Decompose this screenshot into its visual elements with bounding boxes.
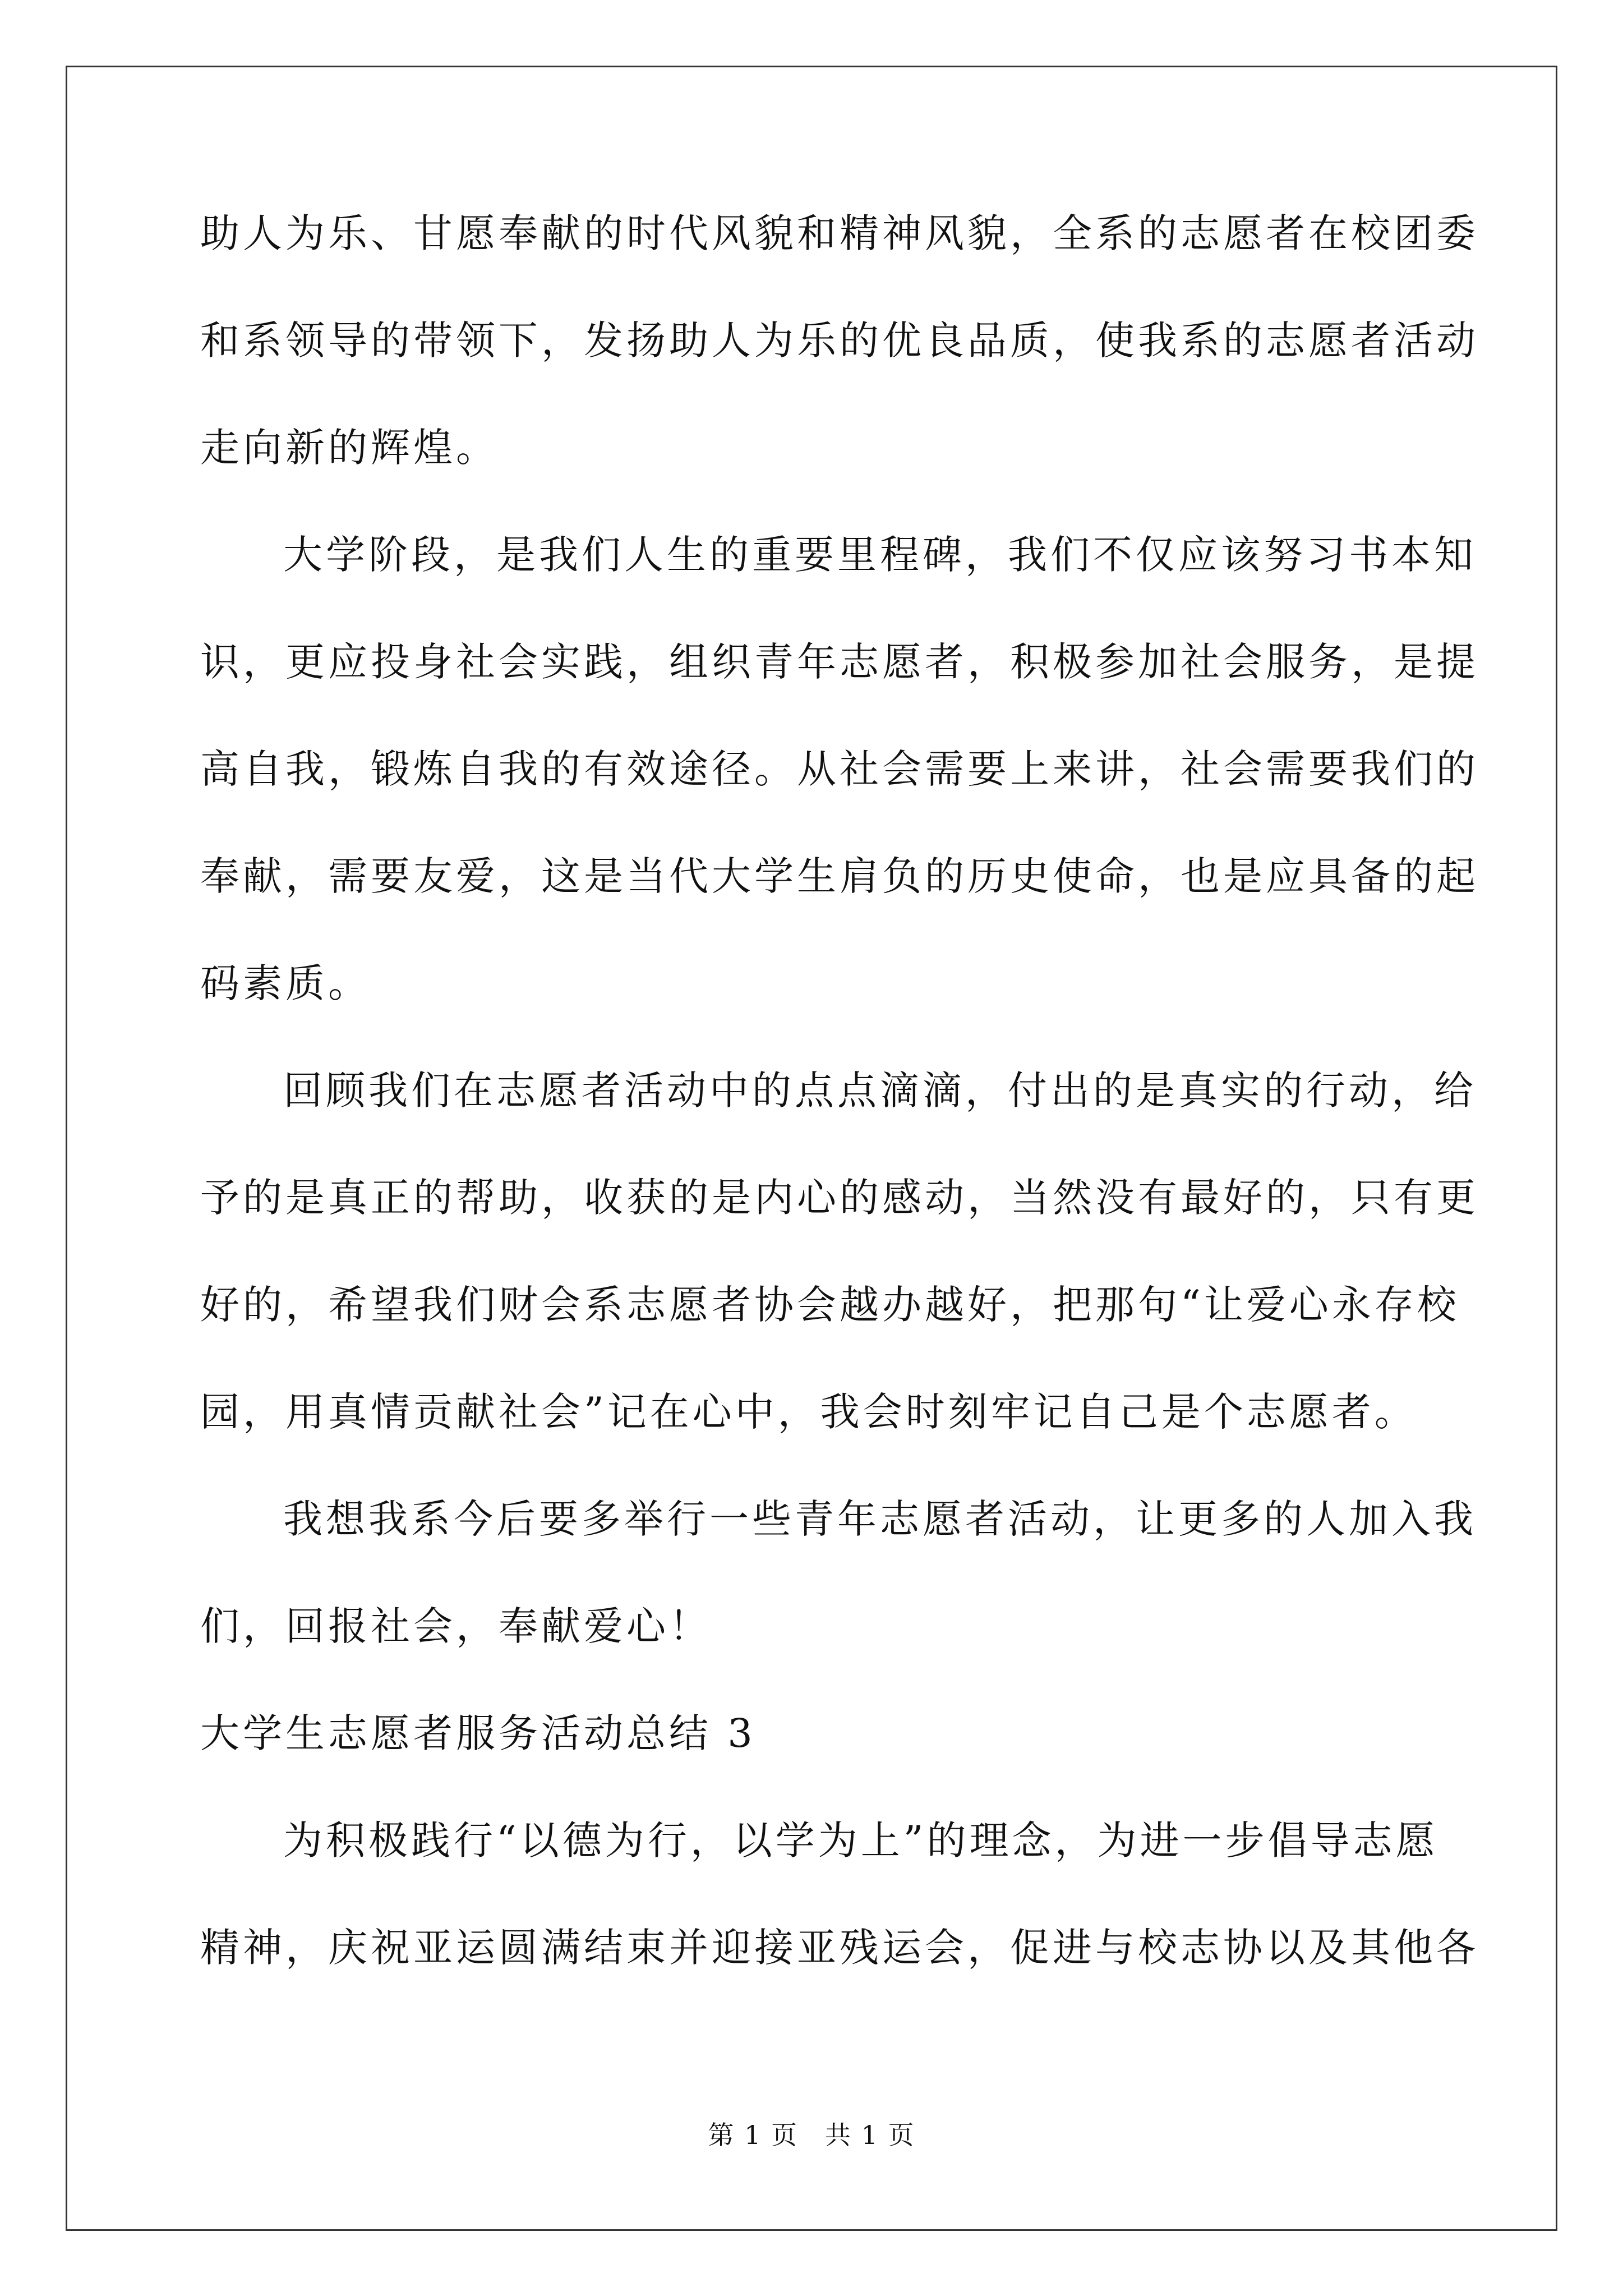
text-line-9: 回顾我们在志愿者活动中的点点滴滴，付出的是真实的行动，给 <box>283 1068 1477 1114</box>
text-line-6: 高自我，锻炼自我的有效途径。从社会需要上来讲，社会需要我们的 <box>200 746 1479 792</box>
document-body <box>200 206 1479 2028</box>
text-line-14: 们，回报社会，奉献爱心！ <box>200 1603 712 1649</box>
page-footer: 第 1 页 共 1 页 <box>708 2120 915 2150</box>
text-line-2: 和系领导的带领下，发扬助人为乐的优良品质，使我系的志愿者活动 <box>200 318 1479 364</box>
text-line-3: 走向新的辉煌。 <box>200 425 499 471</box>
text-line-7: 奉献，需要友爱，这是当代大学生肩负的历史使命，也是应具备的起 <box>200 853 1479 899</box>
text-line-4: 大学阶段，是我们人生的重要里程碑，我们不仅应该努习书本知 <box>283 532 1477 578</box>
text-line-17: 精神，庆祝亚运圆满结束并迎接亚残运会，促进与校志协以及其他各 <box>200 1925 1479 1971</box>
text-line-16: 为积极践行“以德为行，以学为上”的理念，为进一步倡导志愿 <box>283 1818 1438 1864</box>
text-line-5: 识，更应投身社会实践，组织青年志愿者，积极参加社会服务，是提 <box>200 639 1479 685</box>
text-line-10: 予的是真正的帮助，收获的是内心的感动，当然没有最好的，只有更 <box>200 1175 1479 1221</box>
text-line-11: 好的，希望我们财会系志愿者协会越办越好，把那句“让爱心永存校 <box>200 1282 1460 1328</box>
text-line-8: 码素质。 <box>200 960 371 1006</box>
text-line-1: 助人为乐、甘愿奉献的时代风貌和精神风貌，全系的志愿者在校团委 <box>200 210 1479 256</box>
section-heading: 大学生志愿者服务活动总结 3 <box>200 1710 756 1756</box>
text-line-13: 我想我系今后要多举行一些青年志愿者活动，让更多的人加入我 <box>283 1496 1477 1542</box>
text-line-12: 园，用真情贡献社会”记在心中，我会时刻牢记自己是个志愿者。 <box>200 1389 1417 1435</box>
